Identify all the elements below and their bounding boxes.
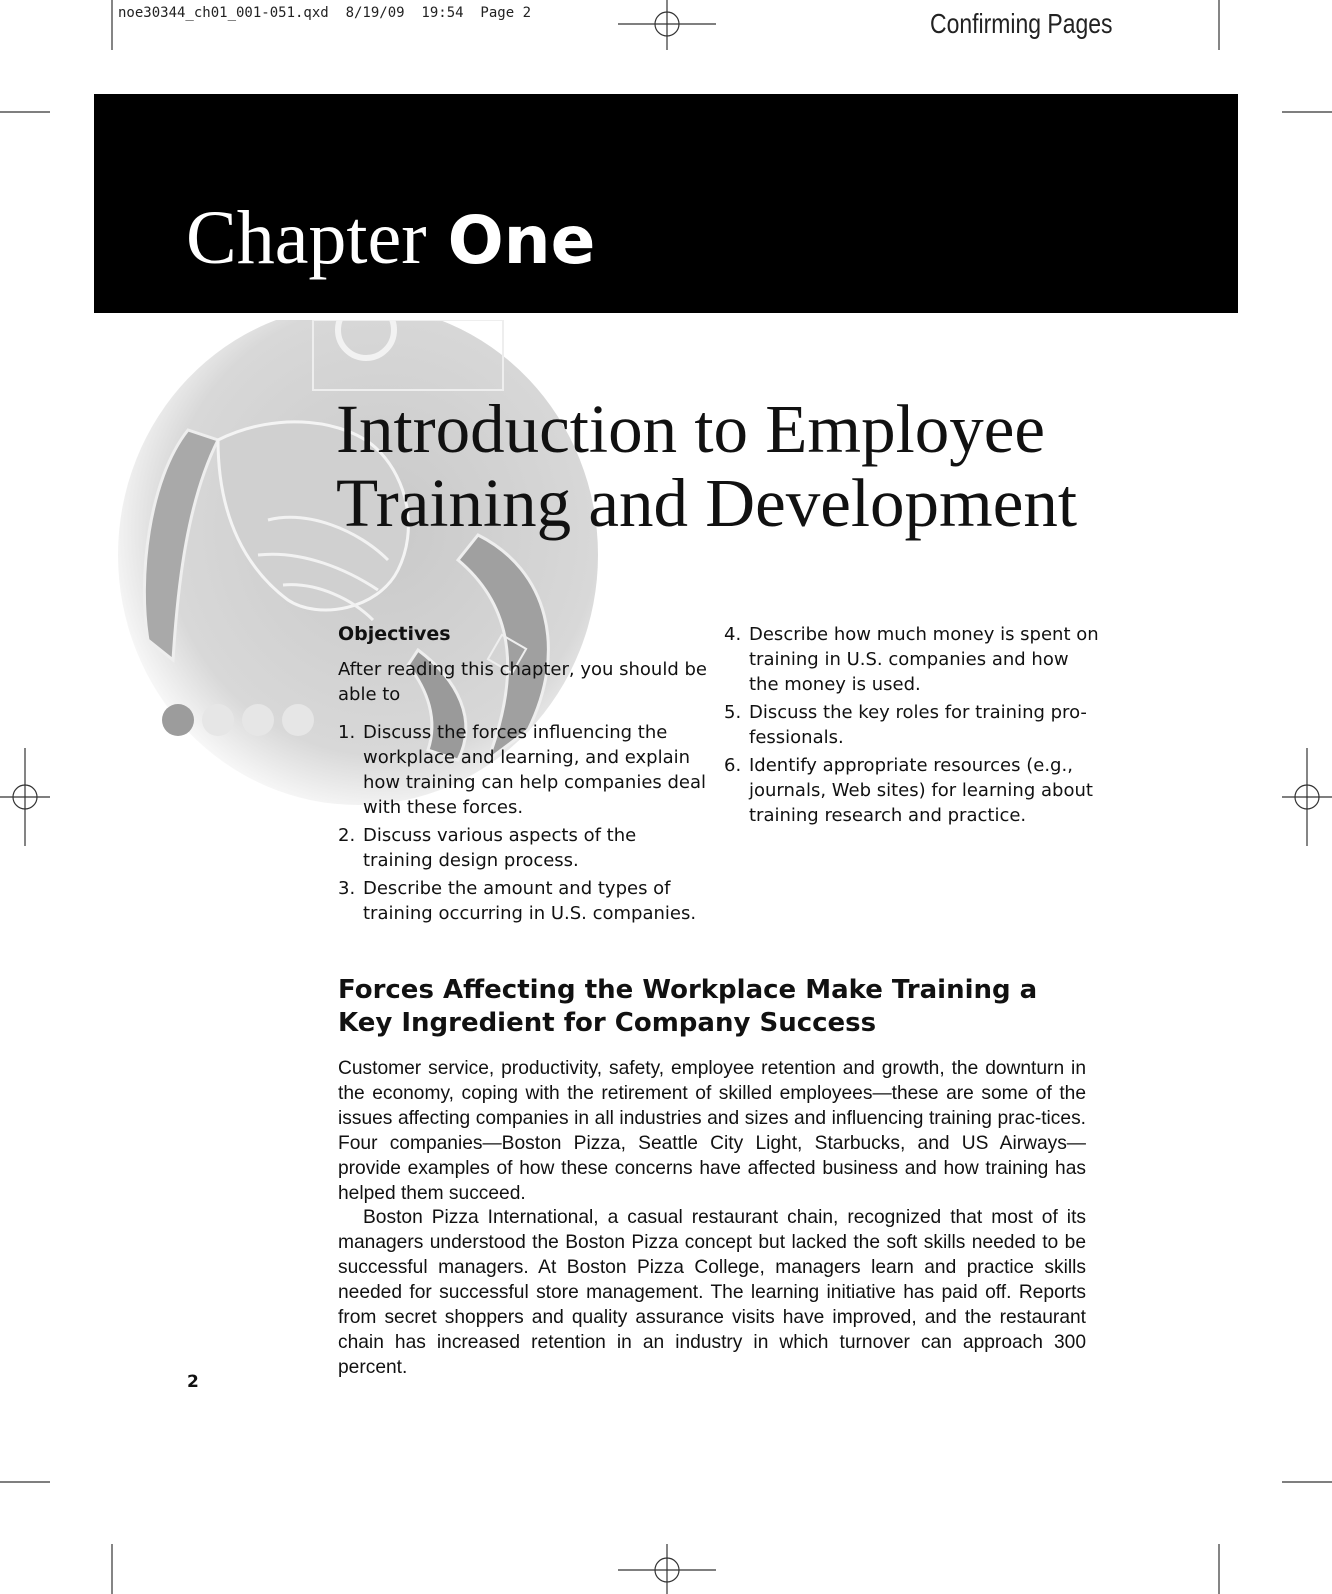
objective-number: 2. <box>338 825 356 846</box>
objectives-heading: Objectives <box>338 623 451 645</box>
objective-item <box>338 720 710 820</box>
objective-number: 3. <box>338 878 356 899</box>
confirming-pages-label: Confirming Pages <box>930 8 1113 39</box>
objective-text: Describe the amount and types of training occurring in U.S. companies. <box>363 878 697 924</box>
objective-text: Describe how much money is spent on training in U.S. companies and how the money is used. <box>749 624 1099 695</box>
objective-item <box>338 823 710 873</box>
objective-number: 6. <box>724 755 742 776</box>
objective-item <box>338 876 710 926</box>
objective-text: Discuss the key roles for training pro-fessionals. <box>749 702 1087 748</box>
chapter-title <box>336 392 1256 540</box>
page-number: 2 <box>187 1372 199 1392</box>
objective-item <box>724 700 1100 750</box>
objective-number: 4. <box>724 624 742 645</box>
chapter-title-line-1: Introduction to Employee <box>336 391 1046 467</box>
print-slug: noe30344_ch01_001-051.qxd 8/19/09 19:54 Page 2 <box>118 5 532 21</box>
objectives-list-left <box>338 720 710 929</box>
body-paragraph: Customer service, productivity, safety, employee retention and growth, the downturn in the economy, coping with the retirement of skilled employees—these are some of the issues affecting companies in all industries and sizes and influencing training prac-tices. Four companies—Boston Pizza, Seattle City Light, Starbucks, and US Airways—provide examples of how these concerns have affected business and how training has helped them succeed. <box>338 1058 1086 1204</box>
objectives-intro: After reading this chapter, you should be able to <box>338 659 707 705</box>
section-body <box>338 1057 1086 1381</box>
objective-number: 1. <box>338 722 356 743</box>
objective-text: Discuss the forces influencing the workplace and learning, and explain how training can help companies deal with these forces. <box>363 722 707 818</box>
objectives-list-right <box>724 622 1100 831</box>
objective-text: Identify appropriate resources (e.g., journals, Web sites) for learning about training research and practice. <box>749 755 1093 826</box>
chapter-number: One <box>447 202 596 279</box>
chapter-word: Chapter <box>186 196 427 280</box>
objective-text: Discuss various aspects of the training design process. <box>363 825 637 871</box>
chapter-title-line-2: Training and Development <box>336 465 1078 541</box>
chapter-heading <box>186 196 596 280</box>
objective-number: 5. <box>724 702 742 723</box>
objective-item <box>724 753 1100 828</box>
objective-item <box>724 622 1100 697</box>
body-paragraph: Boston Pizza International, a casual restaurant chain, recognized that most of its managers understood the Boston Pizza concept but lacked the soft skills needed to be successful managers. At Boston Pizza College, managers learn and practice skills needed for successful store management. The learning initiative has paid off. Reports from secret shoppers and quality assurance visits have improved, and the restaurant chain has increased retention in an industry in which turnover can approach 300 percent. <box>338 1207 1086 1378</box>
section-heading: Forces Affecting the Workplace Make Training a Key Ingredient for Company Success <box>338 975 1038 1038</box>
